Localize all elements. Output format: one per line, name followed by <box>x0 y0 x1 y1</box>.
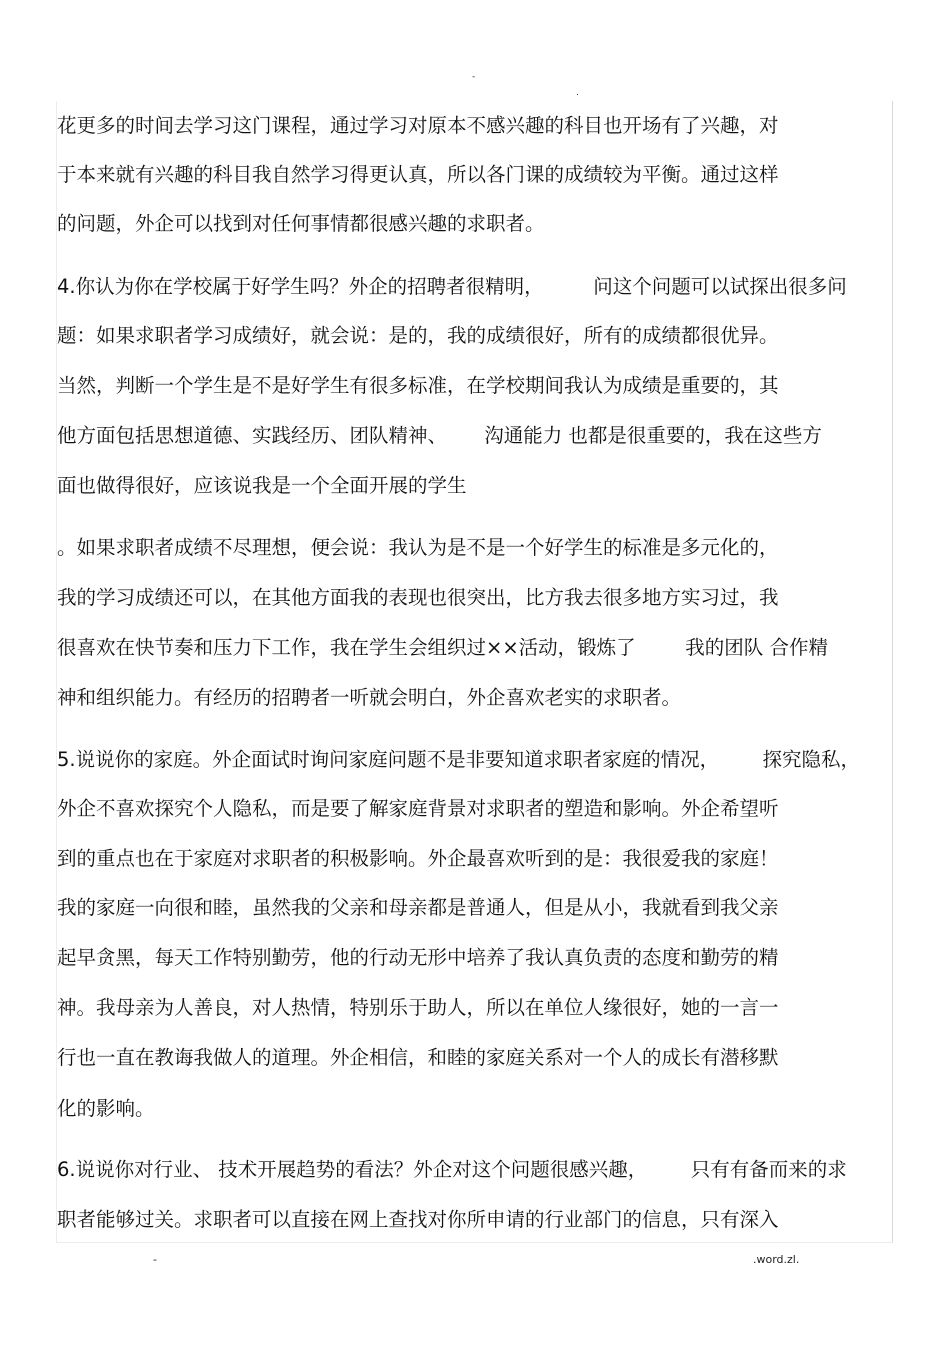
header-marker-right: . <box>576 88 579 98</box>
text-line-11: 很喜欢在快节奏和压力下工作，我在学生会组织过××活动，锻炼了 我的团队 合作精 <box>57 636 828 659</box>
text-line-13: 5.说说你的家庭。外企面试时询问家庭问题不是非要知道求职者家庭的情况， 探究隐私， <box>57 748 860 771</box>
text-line-5: 题：如果求职者学习成绩好，就会说：是的，我的成绩很好，所有的成绩都很优异。 <box>57 324 779 347</box>
text-line-17: 起早贪黑，每天工作特别勤劳，他的行动无形中培养了我认真负责的态度和勤劳的精 <box>57 946 779 969</box>
text-line-10: 我的学习成绩还可以，在其他方面我的表现也很突出，比方我去很多地方实习过，我 <box>57 586 779 609</box>
page-frame <box>56 101 893 1243</box>
text-line-7: 他方面包括思想道德、实践经历、团队精神、 沟通能力 也都是很重要的，我在这些方 <box>57 424 822 447</box>
footer-source-label: .word.zl. <box>753 1253 800 1266</box>
text-line-21: 6.说说你对行业、 技术开展趋势的看法？外企对这个问题很感兴趣， 只有有备而来的求 <box>57 1158 847 1181</box>
text-line-14: 外企不喜欢探究个人隐私，而是要了解家庭背景对求职者的塑造和影响。外企希望听 <box>57 797 779 820</box>
text-line-18: 神。我母亲为人善良，对人热情，特别乐于助人，所以在单位人缘很好，她的一言一 <box>57 996 779 1019</box>
footer-marker-left: - <box>153 1253 157 1266</box>
text-line-8: 面也做得很好，应该说我是一个全面开展的学生 <box>57 474 467 497</box>
text-line-1: 花更多的时间去学习这门课程，通过学习对原本不感兴趣的科目也开场有了兴趣，对 <box>57 114 779 137</box>
text-line-3: 的问题，外企可以找到对任何事情都很感兴趣的求职者。 <box>57 212 545 235</box>
text-line-19: 行也一直在教诲我做人的道理。外企相信，和睦的家庭关系对一个人的成长有潜移默 <box>57 1046 779 1069</box>
text-line-2: 于本来就有兴趣的科目我自然学习得更认真，所以各门课的成绩较为平衡。通过这样 <box>57 163 779 186</box>
header-marker-left: - <box>472 72 476 82</box>
text-line-6: 当然，判断一个学生是不是好学生有很多标准，在学校期间我认为成绩是重要的，其 <box>57 374 779 397</box>
text-line-16: 我的家庭一向很和睦，虽然我的父亲和母亲都是普通人，但是从小，我就看到我父亲 <box>57 896 779 919</box>
text-line-4: 4.你认为你在学校属于好学生吗？外企的招聘者很精明， 问这个问题可以试探出很多问 <box>57 275 847 298</box>
text-line-9: 。如果求职者成绩不尽理想，便会说：我认为是不是一个好学生的标准是多元化的， <box>57 536 779 559</box>
text-line-12: 神和组织能力。有经历的招聘者一听就会明白，外企喜欢老实的求职者。 <box>57 686 682 709</box>
text-line-22: 职者能够过关。求职者可以直接在网上查找对你所申请的行业部门的信息，只有深入 <box>57 1208 779 1231</box>
text-line-20: 化的影响。 <box>57 1097 155 1120</box>
text-line-15: 到的重点也在于家庭对求职者的积极影响。外企最喜欢听到的是：我很爱我的家庭！ <box>57 847 779 870</box>
